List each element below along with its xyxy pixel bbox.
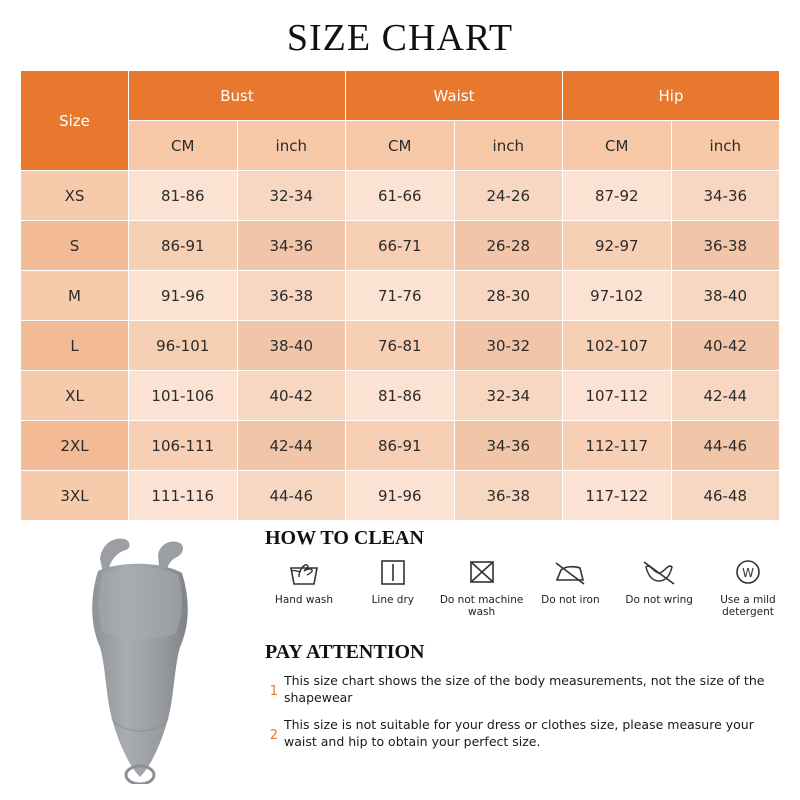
cell-waist-inch: 28-30	[454, 271, 563, 321]
header-bust-cm: CM	[129, 121, 238, 171]
cell-bust-cm: 81-86	[129, 171, 238, 221]
care-icon-label: Line dry	[371, 594, 414, 606]
do-not-wring-icon	[640, 555, 678, 589]
row-size: M	[21, 271, 129, 321]
cell-bust-cm: 96-101	[129, 321, 238, 371]
cell-hip-cm: 102-107	[563, 321, 672, 371]
svg-text:W: W	[742, 566, 754, 580]
header-bust: Bust	[129, 71, 346, 121]
cell-hip-inch: 46-48	[671, 471, 780, 521]
table-row	[21, 221, 780, 271]
care-icon-label: Do not wring	[625, 594, 693, 606]
cell-hip-cm: 97-102	[563, 271, 672, 321]
attention-item-text: This size is not suitable for your dress or clothes size, please measure your waist and hip to obtain your perfect size.	[284, 716, 754, 749]
table-row	[21, 271, 780, 321]
header-bust-inch: inch	[237, 121, 346, 171]
table-row	[21, 471, 780, 521]
row-size: 3XL	[21, 471, 129, 521]
row-size: XL	[21, 371, 129, 421]
cell-bust-cm: 101-106	[129, 371, 238, 421]
header-waist-cm: CM	[346, 121, 455, 171]
attention-list	[262, 673, 790, 761]
cell-bust-inch: 32-34	[237, 171, 346, 221]
size-chart-page	[0, 16, 800, 800]
page-title: SIZE CHART	[286, 17, 514, 59]
care-icon-no-wring	[617, 555, 701, 618]
cell-hip-inch: 40-42	[671, 321, 780, 371]
pay-attention-heading: PAY ATTENTION	[265, 641, 425, 663]
care-icon-label: Do not iron	[541, 594, 600, 606]
cell-hip-cm: 117-122	[563, 471, 672, 521]
table-row	[21, 421, 780, 471]
cell-hip-cm: 112-117	[563, 421, 672, 471]
cell-bust-cm: 111-116	[129, 471, 238, 521]
cell-waist-inch: 26-28	[454, 221, 563, 271]
cell-bust-inch: 38-40	[237, 321, 346, 371]
cell-waist-cm: 81-86	[346, 371, 455, 421]
table-unit-header-row	[21, 121, 780, 171]
cell-waist-cm: 66-71	[346, 221, 455, 271]
mild-detergent-icon	[729, 555, 767, 589]
header-hip-cm: CM	[563, 121, 672, 171]
attention-item-number: 1	[269, 684, 278, 699]
cell-waist-inch: 32-34	[454, 371, 563, 421]
row-size: 2XL	[21, 421, 129, 471]
header-hip: Hip	[563, 71, 780, 121]
cell-bust-cm: 86-91	[129, 221, 238, 271]
table-row	[21, 371, 780, 421]
cell-hip-inch: 44-46	[671, 421, 780, 471]
care-icon-label: Use a mild detergent	[720, 594, 776, 619]
list-item	[262, 717, 790, 751]
do-not-iron-icon	[551, 555, 589, 589]
care-icons	[262, 555, 790, 618]
cell-bust-inch: 44-46	[237, 471, 346, 521]
cell-waist-cm: 61-66	[346, 171, 455, 221]
cell-waist-inch: 30-32	[454, 321, 563, 371]
cell-hip-cm: 107-112	[563, 371, 672, 421]
list-item	[262, 673, 790, 707]
cell-bust-cm: 91-96	[129, 271, 238, 321]
cell-bust-inch: 34-36	[237, 221, 346, 271]
cell-bust-cm: 106-111	[129, 421, 238, 471]
header-hip-inch: inch	[671, 121, 780, 171]
cell-waist-cm: 76-81	[346, 321, 455, 371]
header-waist-inch: inch	[454, 121, 563, 171]
care-icon-line-dry	[351, 555, 435, 618]
cell-waist-cm: 91-96	[346, 471, 455, 521]
cell-hip-inch: 38-40	[671, 271, 780, 321]
how-to-clean-heading: HOW TO CLEAN	[265, 527, 424, 549]
care-icon-label: Hand wash	[274, 594, 334, 606]
care-icon-no-iron	[528, 555, 612, 618]
care-icon-label: Do not machine wash	[439, 594, 524, 619]
attention-item-text: This size chart shows the size of the body measurements, not the size of the shapewear	[284, 673, 765, 705]
cell-waist-inch: 34-36	[454, 421, 563, 471]
cell-waist-inch: 24-26	[454, 171, 563, 221]
do-not-machine-wash-icon	[463, 555, 501, 589]
cell-hip-inch: 36-38	[671, 221, 780, 271]
lower-section	[0, 521, 800, 791]
row-size: XS	[21, 171, 129, 221]
care-icon-hand-wash	[262, 555, 346, 618]
grey-shapewear-bodysuit	[40, 529, 240, 784]
cell-waist-cm: 71-76	[346, 271, 455, 321]
row-size: L	[21, 321, 129, 371]
table-row	[21, 321, 780, 371]
size-chart-table	[20, 70, 780, 521]
row-size: S	[21, 221, 129, 271]
table-row	[21, 171, 780, 221]
cell-waist-inch: 36-38	[454, 471, 563, 521]
cell-hip-inch: 34-36	[671, 171, 780, 221]
cell-hip-inch: 42-44	[671, 371, 780, 421]
header-waist: Waist	[346, 71, 563, 121]
header-size: Size	[21, 71, 129, 171]
care-icon-mild-detergent	[706, 555, 790, 618]
hand-wash-icon	[285, 555, 323, 589]
care-icon-no-machine-wash	[440, 555, 524, 618]
cell-bust-inch: 40-42	[237, 371, 346, 421]
attention-item-number: 2	[269, 727, 278, 743]
cell-bust-inch: 36-38	[237, 271, 346, 321]
cell-hip-cm: 92-97	[563, 221, 672, 271]
cell-hip-cm: 87-92	[563, 171, 672, 221]
cell-waist-cm: 86-91	[346, 421, 455, 471]
line-dry-icon	[374, 555, 412, 589]
cell-bust-inch: 42-44	[237, 421, 346, 471]
table-group-header-row	[21, 71, 780, 121]
